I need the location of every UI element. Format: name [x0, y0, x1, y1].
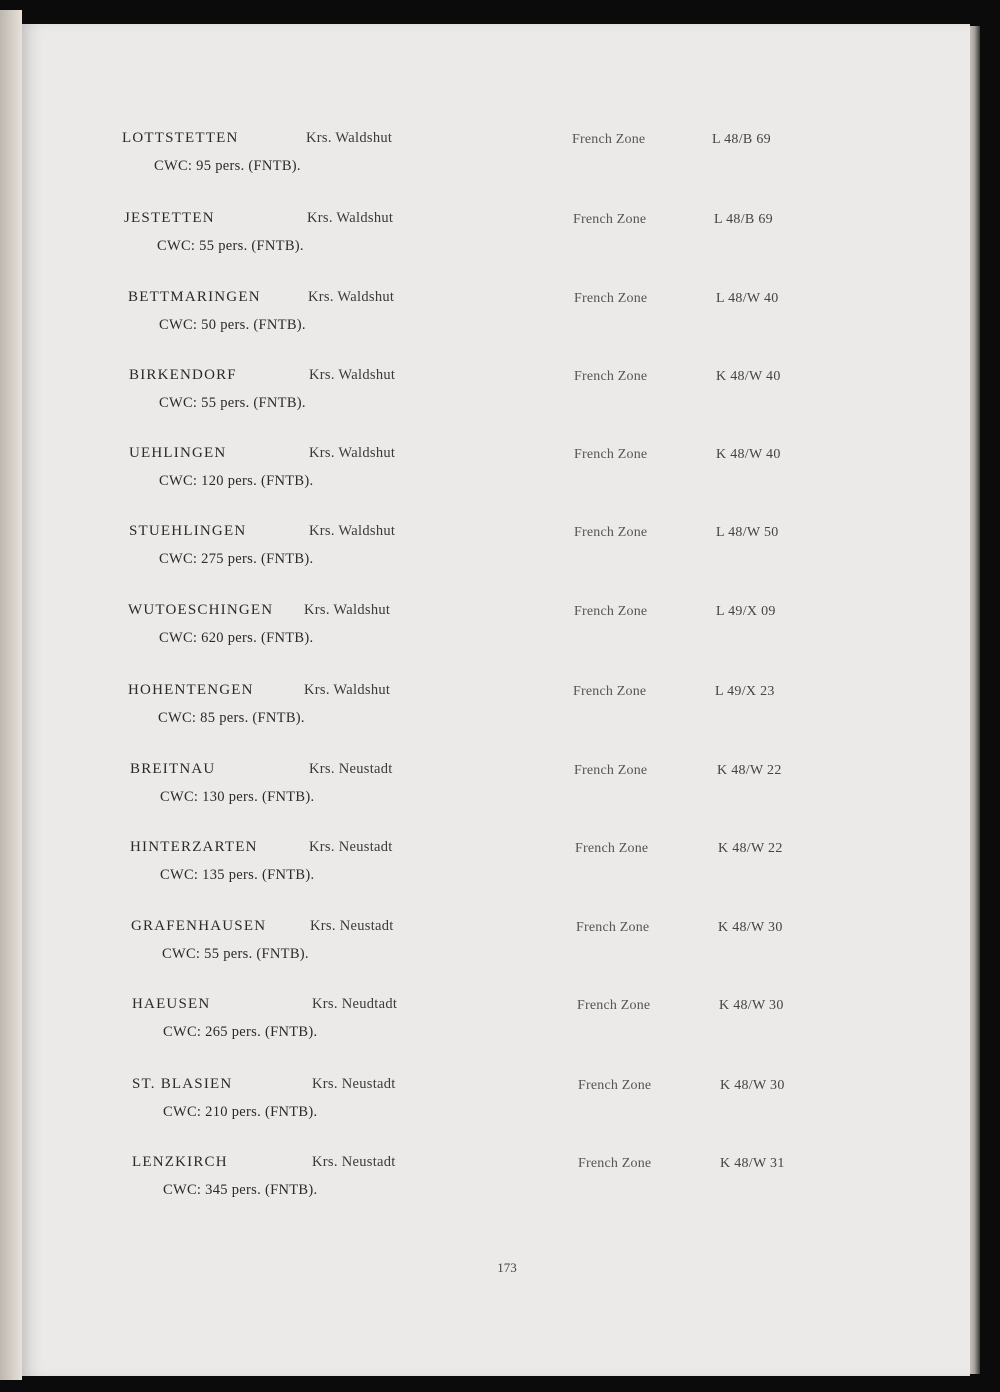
district: Krs. Waldshut: [308, 289, 395, 305]
grid-reference: L 48/B 69: [714, 212, 773, 227]
zone: French Zone: [574, 604, 648, 619]
place-name: LOTTSTETTEN: [122, 130, 239, 146]
district: Krs. Neustadt: [309, 761, 393, 777]
zone: French Zone: [574, 447, 648, 462]
zone: French Zone: [574, 369, 648, 384]
place-name: BREITNAU: [130, 761, 216, 777]
grid-reference: L 49/X 09: [716, 604, 776, 619]
cwc-count: CWC: 55 pers. (FNTB).: [157, 238, 304, 254]
grid-reference: K 48/W 30: [720, 1078, 785, 1093]
cwc-count: CWC: 95 pers. (FNTB).: [154, 158, 301, 174]
grid-reference: L 48/W 40: [716, 291, 779, 306]
entry-wutoeschingen: [22, 602, 970, 662]
district: Krs. Waldshut: [309, 367, 396, 383]
district: Krs. Waldshut: [304, 682, 391, 698]
cwc-count: CWC: 345 pers. (FNTB).: [163, 1182, 318, 1198]
entry-bettmaringen: [22, 289, 970, 349]
place-name: STUEHLINGEN: [129, 523, 247, 539]
district: Krs. Neustadt: [312, 1154, 396, 1170]
grid-reference: K 48/W 40: [716, 447, 781, 462]
grid-reference: L 48/B 69: [712, 132, 771, 147]
zone: French Zone: [574, 763, 648, 778]
district: Krs. Waldshut: [309, 523, 396, 539]
entry-grafenhausen: [22, 918, 970, 978]
district: Krs. Neustadt: [309, 839, 393, 855]
zone: French Zone: [572, 132, 646, 147]
entry-lottstetten: [22, 130, 970, 190]
zone: French Zone: [575, 841, 649, 856]
cwc-count: CWC: 55 pers. (FNTB).: [159, 395, 306, 411]
cwc-count: CWC: 120 pers. (FNTB).: [159, 473, 314, 489]
entry-birkendorf: [22, 367, 970, 427]
zone: French Zone: [574, 525, 648, 540]
page-number: 173: [497, 1260, 517, 1275]
place-name: LENZKIRCH: [132, 1154, 228, 1170]
entry-haeusen: [22, 996, 970, 1056]
place-name: WUTOESCHINGEN: [128, 602, 274, 618]
district: Krs. Waldshut: [307, 210, 394, 226]
entry-hohentengen: [22, 682, 970, 742]
zone: French Zone: [574, 291, 648, 306]
cwc-count: CWC: 85 pers. (FNTB).: [158, 710, 305, 726]
cwc-count: CWC: 55 pers. (FNTB).: [162, 946, 309, 962]
district: Krs. Waldshut: [304, 602, 391, 618]
place-name: BIRKENDORF: [129, 367, 237, 383]
place-name: HINTERZARTEN: [130, 839, 258, 855]
cwc-count: CWC: 620 pers. (FNTB).: [159, 630, 314, 646]
grid-reference: L 49/X 23: [715, 684, 775, 699]
cwc-count: CWC: 135 pers. (FNTB).: [160, 867, 315, 883]
place-name: HOHENTENGEN: [128, 682, 254, 698]
place-name: JESTETTEN: [124, 210, 215, 226]
zone: French Zone: [573, 212, 647, 227]
cwc-count: CWC: 265 pers. (FNTB).: [163, 1024, 318, 1040]
grid-reference: K 48/W 30: [719, 998, 784, 1013]
zone: French Zone: [573, 684, 647, 699]
district: Krs. Waldshut: [309, 445, 396, 461]
book-left-page-edge: [0, 10, 22, 1380]
cwc-count: CWC: 210 pers. (FNTB).: [163, 1104, 318, 1120]
grid-reference: K 48/W 31: [720, 1156, 785, 1171]
grid-reference: K 48/W 30: [718, 920, 783, 935]
entry-stuehlingen: [22, 523, 970, 583]
district: Krs. Neudtadt: [312, 996, 398, 1012]
zone: French Zone: [576, 920, 650, 935]
place-name: UEHLINGEN: [129, 445, 227, 461]
grid-reference: K 48/W 22: [718, 841, 783, 856]
district: Krs. Waldshut: [306, 130, 393, 146]
cwc-count: CWC: 130 pers. (FNTB).: [160, 789, 315, 805]
entry-st-blasien: [22, 1076, 970, 1136]
zone: French Zone: [577, 998, 651, 1013]
grid-reference: K 48/W 22: [717, 763, 782, 778]
document-page: [22, 24, 970, 1376]
entry-breitnau: [22, 761, 970, 821]
district: Krs. Neustadt: [310, 918, 394, 934]
grid-reference: K 48/W 40: [716, 369, 781, 384]
place-name: HAEUSEN: [132, 996, 211, 1012]
district: Krs. Neustadt: [312, 1076, 396, 1092]
entry-lenzkirch: [22, 1154, 970, 1214]
cwc-count: CWC: 50 pers. (FNTB).: [159, 317, 306, 333]
entry-uehlingen: [22, 445, 970, 505]
place-name: ST. BLASIEN: [132, 1076, 233, 1092]
zone: French Zone: [578, 1156, 652, 1171]
entry-jestetten: [22, 210, 970, 270]
zone: French Zone: [578, 1078, 652, 1093]
place-name: BETTMARINGEN: [128, 289, 261, 305]
entry-hinterzarten: [22, 839, 970, 899]
cwc-count: CWC: 275 pers. (FNTB).: [159, 551, 314, 567]
grid-reference: L 48/W 50: [716, 525, 779, 540]
place-name: GRAFENHAUSEN: [131, 918, 267, 934]
